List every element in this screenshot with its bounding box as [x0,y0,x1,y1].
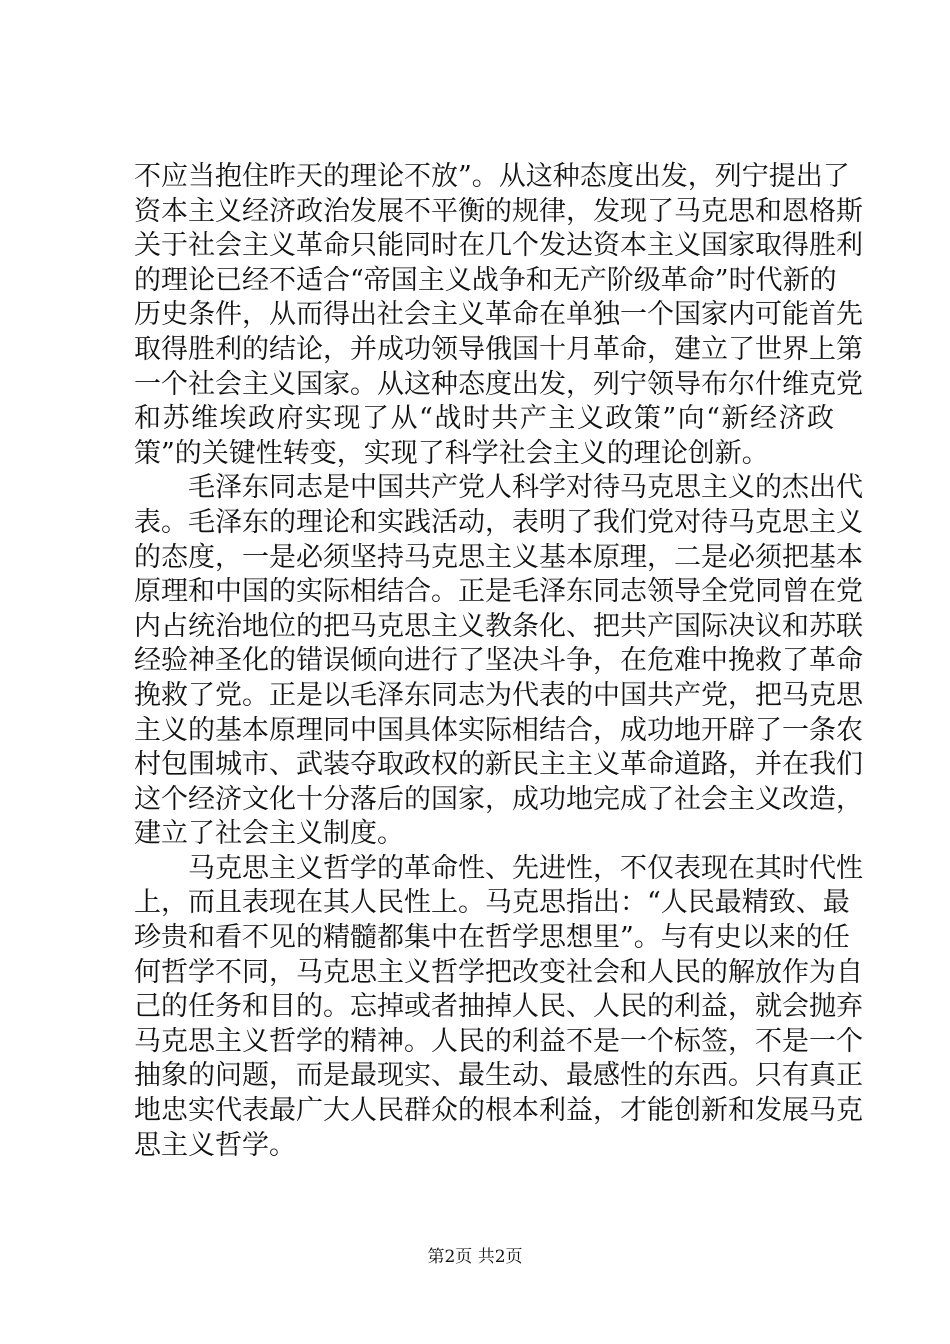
paragraph-2 [134,471,863,852]
text-line: 关于社会主义革命只能同时在几个发达资本主义国家取得胜利 [134,230,863,262]
paragraph-1 [134,160,863,471]
text-line: 和苏维埃政府实现了从“战时共产主义政策”向“新经济政 [134,403,834,435]
text-line: 内占统治地位的把马克思主义教条化、把共产国际决议和苏联 [134,610,863,642]
text-line: 己的任务和目的。忘掉或者抽掉人民、人民的利益，就会抛弃 [134,991,863,1023]
text-line: 一个社会主义国家。从这种态度出发，列宁领导布尔什维克党 [134,368,863,400]
text-line: 主义的基本原理同中国具体实际相结合，成功地开辟了一条农 [134,714,863,746]
text-line: 村包围城市、武装夺取政权的新民主主义革命道路，并在我们 [134,749,863,781]
text-line: 取得胜利的结论，并成功领导俄国十月革命，建立了世界上第 [134,333,863,365]
text-line: 资本主义经济政治发展不平衡的规律，发现了马克思和恩格斯 [134,195,863,227]
text-line: 珍贵和看不见的精髓都集中在哲学思想里”。与有史以来的任 [134,922,850,954]
paragraph-3 [134,852,863,1163]
text-line: 毛泽东同志是中国共产党人科学对待马克思主义的杰出代 [188,472,863,504]
text-line: 的态度，一是必须坚持马克思主义基本原理，二是必须把基本 [134,541,863,573]
text-line: 地忠实代表最广大人民群众的根本利益，才能创新和发展马克 [134,1095,863,1127]
text-line: 抽象的问题，而是最现实、最生动、最感性的东西。只有真正 [134,1060,863,1092]
text-line: 的理论已经不适合“帝国主义战争和无产阶级革命”时代新的 [134,264,837,296]
text-line: 历史条件，从而得出社会主义革命在单独一个国家内可能首先 [134,299,863,331]
page-number-label: 第2页 共2页 [427,1247,523,1267]
page-footer [0,1246,950,1268]
text-line: 策”的关键性转变，实现了科学社会主义的理论创新。 [134,437,769,469]
text-line: 思主义哲学。 [134,1129,296,1161]
text-line: 挽救了党。正是以毛泽东同志为代表的中国共产党，把马克思 [134,679,863,711]
text-line: 不应当抱住昨天的理论不放”。从这种态度出发，列宁提出了 [134,161,850,192]
text-line: 何哲学不同，马克思主义哲学把改变社会和人民的解放作为自 [134,956,863,988]
text-line: 这个经济文化十分落后的国家，成功地完成了社会主义改造， [134,783,863,815]
text-line: 表。毛泽东的理论和实践活动，表明了我们党对待马克思主义 [134,506,863,538]
text-line: 马克思主义哲学的精神。人民的利益不是一个标签，不是一个 [134,1025,863,1057]
text-line: 原理和中国的实际相结合。正是毛泽东同志领导全党同曾在党 [134,576,863,608]
text-line: 上，而且表现在其人民性上。马克思指出：“人民最精致、最 [134,887,850,919]
text-line: 马克思主义哲学的革命性、先进性，不仅表现在其时代性 [188,852,863,884]
text-line: 经验神圣化的错误倾向进行了坚决斗争，在危难中挽救了革命 [134,645,863,677]
text-line: 建立了社会主义制度。 [134,818,404,850]
document-body [134,160,863,1163]
